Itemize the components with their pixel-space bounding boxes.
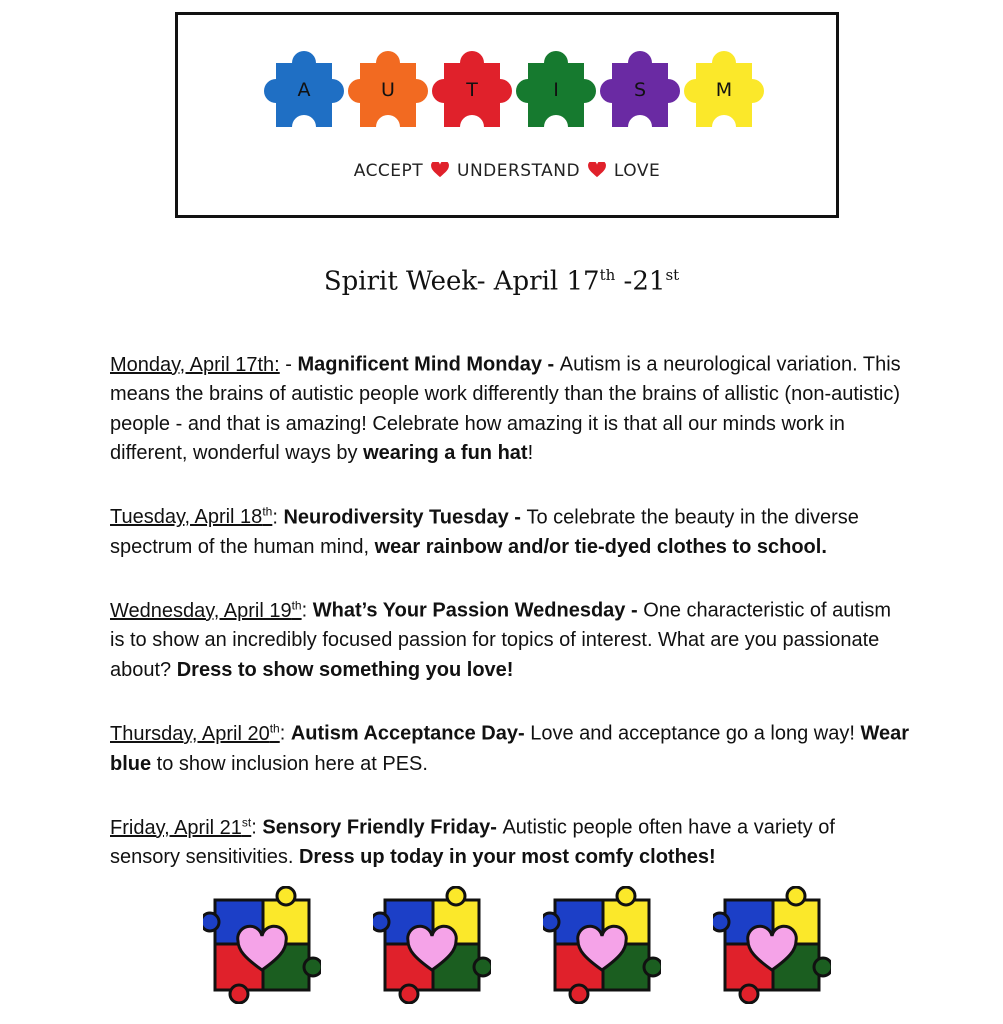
day-entry-friday: Friday, April 21st: Sensory Friendly Friday- Autistic people often have a variety of sensory sensitivities. Dress up today in your most comfy clothes! [110,815,835,869]
day-date: Friday, April 21st [110,815,252,839]
tagline-love: LOVE [613,161,661,181]
day-theme: Autism Acceptance Day- [290,723,531,746]
puzzle-letter: M [715,79,733,101]
puzzle-letter: U [381,79,395,101]
day-date: Thursday, April 20th [110,721,280,746]
puzzle-letter: T [466,79,478,101]
puzzle-heart-icon [713,886,831,1004]
spirit-week-schedule [110,345,910,902]
heart-icon [431,162,449,178]
day-action: wear rainbow and/or tie-dyed clothes to school. [374,535,827,558]
day-entry-thursday: Thursday, April 20th: Autism Acceptance Day- Love and acceptance go a long way! Wear blue to show inclusion here at PES. [110,721,909,775]
day-action: Dress to show something you love! [176,658,514,681]
day-action: wearing a fun hat [363,442,528,465]
day-date: Monday, April 17th: [110,353,280,376]
tagline-understand: UNDERSTAND [457,161,581,181]
puzzle-piece-icon [426,45,518,145]
heart-icon [588,162,606,178]
banner-tagline [178,161,836,181]
day-date: Wednesday, April 19th [110,598,302,622]
puzzle-piece-icon [510,45,602,145]
day-entry-tuesday: Tuesday, April 18th: Neurodiversity Tuesday - To celebrate the beauty in the diverse spectrum of the human mind, wear rainbow and/or tie-dyed clothes to school. [110,504,859,558]
puzzle-heart-row [0,886,1003,1006]
day-date: Tuesday, April 18th [110,504,273,529]
autism-puzzle-letters [258,45,768,145]
day-action: Wear blue [110,723,909,775]
puzzle-piece-icon [678,45,770,145]
page-title: Spirit Week- April 17th -21st [323,266,680,297]
day-entry-monday: Monday, April 17th: - Magnificent Mind Monday - Autism is a neurological variation. This means the brains of autistic people work differently than the brains of allistic (non-autistic) people - and that is amazing! Celebrate how amazing it is that all our minds work in different, wonderful ways by wearing a fun hat! [110,353,901,465]
puzzle-letter: A [297,79,311,101]
day-theme: What’s Your Passion Wednesday - [312,599,644,622]
tagline-accept: ACCEPT [353,161,424,181]
day-entry-wednesday: Wednesday, April 19th: What’s Your Passion Wednesday - One characteristic of autism is to show an incredibly focused passion for topics of interest. What are you passionate about? Dress to show something you love! [110,598,892,681]
puzzle-letter: S [633,79,647,101]
puzzle-piece-icon [594,45,686,145]
puzzle-heart-icon [543,886,661,1004]
day-theme: Magnificent Mind Monday - [297,353,560,376]
puzzle-letter: I [553,79,559,101]
puzzle-heart-icon [373,886,491,1004]
day-theme: Neurodiversity Tuesday - [283,506,527,529]
autism-banner [175,12,839,218]
day-action: Dress up today in your most comfy clothes! [298,846,716,869]
puzzle-piece-icon [342,45,434,145]
puzzle-heart-icon [203,886,321,1004]
puzzle-piece-icon [258,45,350,145]
day-theme: Sensory Friendly Friday- [262,816,503,839]
